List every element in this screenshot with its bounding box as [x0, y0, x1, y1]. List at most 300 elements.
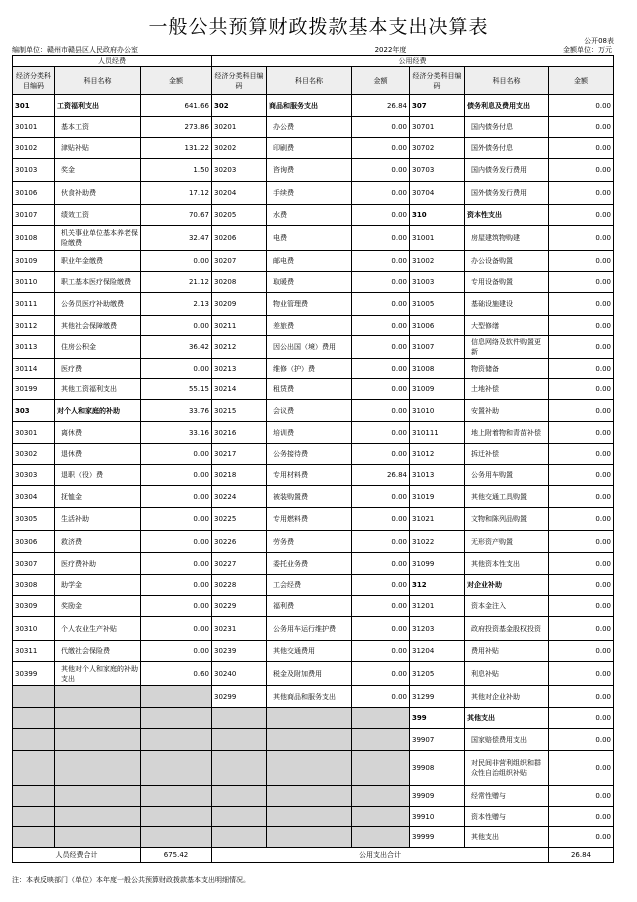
item-code: 30212: [212, 336, 267, 359]
item-amount: 0.00: [352, 316, 410, 336]
item-code: 31019: [410, 486, 465, 508]
col-amount: 金额: [549, 67, 614, 95]
item-amount: 641.66: [141, 95, 212, 117]
item-code: 31099: [410, 553, 465, 575]
item-code: 31205: [410, 662, 465, 686]
item-code: 30215: [212, 400, 267, 422]
item-amount: 0.00: [549, 751, 614, 786]
item-code: 30204: [212, 182, 267, 205]
item-amount: 0.00: [352, 422, 410, 444]
table-row: [13, 531, 614, 553]
item-amount: 0.00: [352, 575, 410, 596]
item-name: 个人农业生产补贴: [55, 617, 141, 641]
item-code: 30202: [212, 138, 267, 159]
item-amount: 0.60: [141, 662, 212, 686]
item-amount: 0.00: [549, 662, 614, 686]
item-code: 30209: [212, 293, 267, 316]
item-name: 培训费: [267, 422, 352, 444]
public-total-amount: 26.84: [549, 848, 614, 863]
expense-table: [12, 55, 614, 863]
item-code: 31299: [410, 686, 465, 708]
item-amount: 33.76: [141, 400, 212, 422]
table-row: [13, 751, 614, 786]
item-amount: 0.00: [352, 205, 410, 226]
col-name: 科目名称: [465, 67, 549, 95]
item-amount: 0.00: [352, 662, 410, 686]
totals-row: [13, 848, 614, 863]
item-name: 专用材料费: [267, 465, 352, 486]
item-name: 其他交通费用: [267, 641, 352, 662]
table-row: [13, 827, 614, 848]
item-name: 被装购置费: [267, 486, 352, 508]
table-number: 公开08表: [584, 37, 614, 45]
item-code: 30226: [212, 531, 267, 553]
item-code: 30114: [13, 359, 55, 379]
item-code: 30302: [13, 444, 55, 465]
item-code: 30231: [212, 617, 267, 641]
item-amount: 0.00: [549, 159, 614, 182]
table-row: [13, 400, 614, 422]
table-row: [13, 117, 614, 138]
item-name: 土地补偿: [465, 379, 549, 400]
item-amount: 0.00: [141, 596, 212, 617]
item-amount: 0.00: [352, 336, 410, 359]
item-code: 31022: [410, 531, 465, 553]
item-name: 大型修缮: [465, 316, 549, 336]
table-row: [13, 159, 614, 182]
item-name: 委托业务费: [267, 553, 352, 575]
item-amount: 0.00: [141, 641, 212, 662]
item-code: 31002: [410, 251, 465, 272]
item-code: 303: [13, 400, 55, 422]
item-code: 30304: [13, 486, 55, 508]
item-name: 基本工资: [55, 117, 141, 138]
item-name: [267, 786, 352, 807]
item-amount: [141, 807, 212, 827]
item-name: 商品和服务支出: [267, 95, 352, 117]
item-amount: 0.00: [141, 617, 212, 641]
item-code: 30227: [212, 553, 267, 575]
item-code: 30106: [13, 182, 55, 205]
item-code: 30306: [13, 531, 55, 553]
item-name: 利息补贴: [465, 662, 549, 686]
personnel-total-amount: 675.42: [141, 848, 212, 863]
item-code: 30307: [13, 553, 55, 575]
item-name: 公务用车购置: [465, 465, 549, 486]
item-code: 30218: [212, 465, 267, 486]
item-name: [267, 751, 352, 786]
item-name: 物业管理费: [267, 293, 352, 316]
item-name: 抚恤金: [55, 486, 141, 508]
item-name: 邮电费: [267, 251, 352, 272]
table-row: [13, 486, 614, 508]
table-row: [13, 251, 614, 272]
item-amount: 0.00: [352, 226, 410, 251]
item-amount: 0.00: [549, 138, 614, 159]
item-code: 30102: [13, 138, 55, 159]
table-row: [13, 336, 614, 359]
item-amount: 26.84: [352, 95, 410, 117]
group-personnel: 人员经费: [13, 56, 212, 67]
item-name: 公务用车运行维护费: [267, 617, 352, 641]
item-name: [55, 708, 141, 729]
item-code: [13, 827, 55, 848]
item-name: 工会经费: [267, 575, 352, 596]
col-name: 科目名称: [55, 67, 141, 95]
item-name: [267, 729, 352, 751]
item-code: 39909: [410, 786, 465, 807]
table-row: [13, 182, 614, 205]
item-code: 31001: [410, 226, 465, 251]
item-amount: [141, 786, 212, 807]
item-code: 30217: [212, 444, 267, 465]
col-code: 经济分类科目编码: [13, 67, 55, 95]
col-amount: 金额: [141, 67, 212, 95]
col-name: 科目名称: [267, 67, 352, 95]
item-name: 医疗费: [55, 359, 141, 379]
item-name: 资本性赠与: [465, 807, 549, 827]
col-code: 经济分类科目编码: [410, 67, 465, 95]
item-code: [212, 708, 267, 729]
item-name: 国外债务发行费用: [465, 182, 549, 205]
item-name: [55, 751, 141, 786]
item-name: 资本性支出: [465, 205, 549, 226]
item-name: 生活补助: [55, 508, 141, 531]
item-amount: 0.00: [352, 251, 410, 272]
table-row: [13, 95, 614, 117]
item-amount: 0.00: [352, 508, 410, 531]
item-amount: 0.00: [352, 359, 410, 379]
item-code: 30305: [13, 508, 55, 531]
item-code: 31201: [410, 596, 465, 617]
item-code: 30704: [410, 182, 465, 205]
item-code: 30109: [13, 251, 55, 272]
item-amount: 0.00: [352, 686, 410, 708]
item-code: 30225: [212, 508, 267, 531]
item-name: 办公费: [267, 117, 352, 138]
item-amount: 0.00: [352, 182, 410, 205]
item-name: 手续费: [267, 182, 352, 205]
item-code: 30214: [212, 379, 267, 400]
item-name: 国外债务付息: [465, 138, 549, 159]
item-amount: 0.00: [549, 708, 614, 729]
item-name: 公务接待费: [267, 444, 352, 465]
item-name: 其他工资福利支出: [55, 379, 141, 400]
item-name: [55, 686, 141, 708]
item-name: [55, 827, 141, 848]
item-amount: 0.00: [352, 531, 410, 553]
item-name: 其他对企业补助: [465, 686, 549, 708]
item-name: 会议费: [267, 400, 352, 422]
item-code: 30206: [212, 226, 267, 251]
item-name: 奖励金: [55, 596, 141, 617]
item-amount: 0.00: [549, 444, 614, 465]
table-row: [13, 708, 614, 729]
item-code: [212, 807, 267, 827]
item-code: 30310: [13, 617, 55, 641]
item-code: 30311: [13, 641, 55, 662]
table-row: [13, 444, 614, 465]
item-name: 咨询费: [267, 159, 352, 182]
item-amount: 0.00: [352, 553, 410, 575]
item-amount: 0.00: [549, 641, 614, 662]
item-code: 39999: [410, 827, 465, 848]
col-code: 经济分类科目编码: [212, 67, 267, 95]
item-name: [55, 807, 141, 827]
item-amount: 0.00: [141, 251, 212, 272]
item-amount: [352, 751, 410, 786]
item-code: 39907: [410, 729, 465, 751]
item-code: 30199: [13, 379, 55, 400]
item-code: 30207: [212, 251, 267, 272]
item-name: 物资储备: [465, 359, 549, 379]
item-code: 30110: [13, 272, 55, 293]
item-code: [212, 729, 267, 751]
item-name: 其他交通工具购置: [465, 486, 549, 508]
item-name: 对民间非营利组织和群众性自治组织补贴: [465, 751, 549, 786]
item-amount: 36.42: [141, 336, 212, 359]
item-amount: 1.50: [141, 159, 212, 182]
item-code: [13, 729, 55, 751]
item-amount: 0.00: [352, 379, 410, 400]
item-code: 30103: [13, 159, 55, 182]
item-amount: 0.00: [549, 95, 614, 117]
item-name: 国家赔偿费用支出: [465, 729, 549, 751]
table-row: [13, 575, 614, 596]
item-name: 对个人和家庭的补助: [55, 400, 141, 422]
item-amount: 0.00: [352, 617, 410, 641]
item-amount: 0.00: [352, 138, 410, 159]
item-name: 退职（役）费: [55, 465, 141, 486]
item-amount: 131.22: [141, 138, 212, 159]
item-amount: [352, 827, 410, 848]
item-code: 30299: [212, 686, 267, 708]
item-code: 399: [410, 708, 465, 729]
item-amount: 0.00: [549, 486, 614, 508]
item-name: 退休费: [55, 444, 141, 465]
item-code: 31006: [410, 316, 465, 336]
item-code: 31203: [410, 617, 465, 641]
item-name: 福利费: [267, 596, 352, 617]
item-amount: 0.00: [141, 465, 212, 486]
item-code: 31005: [410, 293, 465, 316]
item-amount: 0.00: [352, 400, 410, 422]
item-name: 电费: [267, 226, 352, 251]
item-amount: 0.00: [352, 444, 410, 465]
item-name: 信息网络及软件购置更新: [465, 336, 549, 359]
item-amount: 0.00: [549, 617, 614, 641]
item-amount: 0.00: [141, 486, 212, 508]
item-name: 维修（护）费: [267, 359, 352, 379]
item-code: 30301: [13, 422, 55, 444]
table-row: [13, 138, 614, 159]
item-name: 离休费: [55, 422, 141, 444]
item-amount: 33.16: [141, 422, 212, 444]
table-row: [13, 226, 614, 251]
item-code: 30111: [13, 293, 55, 316]
item-amount: 0.00: [352, 117, 410, 138]
item-amount: 32.47: [141, 226, 212, 251]
item-amount: 0.00: [549, 359, 614, 379]
item-amount: 0.00: [549, 786, 614, 807]
item-name: 助学金: [55, 575, 141, 596]
item-name: 对企业补助: [465, 575, 549, 596]
item-code: 30229: [212, 596, 267, 617]
item-amount: 70.67: [141, 205, 212, 226]
item-code: 312: [410, 575, 465, 596]
item-name: 专用燃料费: [267, 508, 352, 531]
item-code: 310: [410, 205, 465, 226]
item-code: [212, 751, 267, 786]
item-code: 31013: [410, 465, 465, 486]
item-amount: 0.00: [141, 575, 212, 596]
item-name: 拆迁补偿: [465, 444, 549, 465]
item-name: 医疗费补助: [55, 553, 141, 575]
table-row: [13, 272, 614, 293]
item-code: 31010: [410, 400, 465, 422]
item-amount: 0.00: [549, 531, 614, 553]
item-name: 费用补贴: [465, 641, 549, 662]
item-name: 职业年金缴费: [55, 251, 141, 272]
item-name: 地上附着物和青苗补偿: [465, 422, 549, 444]
item-code: 30240: [212, 662, 267, 686]
item-code: 39910: [410, 807, 465, 827]
item-amount: 0.00: [352, 159, 410, 182]
item-name: 救济费: [55, 531, 141, 553]
item-amount: 0.00: [352, 596, 410, 617]
table-row: [13, 786, 614, 807]
meta-bar: [12, 45, 612, 55]
item-amount: [141, 686, 212, 708]
item-code: 31204: [410, 641, 465, 662]
item-name: 劳务费: [267, 531, 352, 553]
item-name: 津贴补贴: [55, 138, 141, 159]
item-code: 30101: [13, 117, 55, 138]
item-name: 公务员医疗补助缴费: [55, 293, 141, 316]
item-code: 30309: [13, 596, 55, 617]
amount-unit-label: 金额单位：万元: [562, 46, 612, 54]
table-row: [13, 617, 614, 641]
item-name: 印刷费: [267, 138, 352, 159]
item-amount: [141, 729, 212, 751]
table-row: [13, 553, 614, 575]
item-amount: 55.15: [141, 379, 212, 400]
table-row: [13, 205, 614, 226]
item-name: 房屋建筑物购建: [465, 226, 549, 251]
table-row: [13, 359, 614, 379]
item-code: 30303: [13, 465, 55, 486]
item-amount: 0.00: [549, 827, 614, 848]
item-code: 31008: [410, 359, 465, 379]
item-amount: 0.00: [549, 336, 614, 359]
item-name: 其他商品和服务支出: [267, 686, 352, 708]
item-amount: 0.00: [549, 729, 614, 751]
item-code: [13, 807, 55, 827]
item-name: 国内债务付息: [465, 117, 549, 138]
item-name: 专用设备购置: [465, 272, 549, 293]
item-name: 其他支出: [465, 708, 549, 729]
item-amount: [141, 827, 212, 848]
item-name: 职工基本医疗保险缴费: [55, 272, 141, 293]
item-code: 31009: [410, 379, 465, 400]
table-row: [13, 596, 614, 617]
item-code: 30702: [410, 138, 465, 159]
item-amount: 0.00: [549, 807, 614, 827]
item-amount: 0.00: [352, 641, 410, 662]
item-amount: 273.86: [141, 117, 212, 138]
item-name: [55, 729, 141, 751]
item-name: [55, 786, 141, 807]
item-code: 302: [212, 95, 267, 117]
item-amount: 0.00: [549, 117, 614, 138]
item-name: [267, 827, 352, 848]
item-amount: [141, 708, 212, 729]
personnel-total-label: 人员经费合计: [13, 848, 141, 863]
item-code: 30208: [212, 272, 267, 293]
item-amount: 0.00: [141, 553, 212, 575]
unit-label: 编制单位：赣州市赣县区人民政府办公室: [12, 46, 138, 54]
item-code: 30224: [212, 486, 267, 508]
footnote: 注：本表反映部门（单位）本年度一般公共预算财政拨款基本支出明细情况。: [12, 876, 250, 884]
item-amount: 2.13: [141, 293, 212, 316]
item-name: 绩效工资: [55, 205, 141, 226]
item-amount: 0.00: [549, 205, 614, 226]
item-name: 水费: [267, 205, 352, 226]
item-name: [267, 708, 352, 729]
item-name: 租赁费: [267, 379, 352, 400]
item-code: [13, 751, 55, 786]
year-label: 2022年度: [374, 46, 407, 54]
item-code: 30201: [212, 117, 267, 138]
item-code: 30399: [13, 662, 55, 686]
item-code: 30113: [13, 336, 55, 359]
item-amount: 0.00: [549, 508, 614, 531]
item-amount: 0.00: [549, 575, 614, 596]
item-code: 30203: [212, 159, 267, 182]
item-amount: [352, 807, 410, 827]
item-name: 政府投资基金股权投资: [465, 617, 549, 641]
item-amount: 21.12: [141, 272, 212, 293]
item-name: 代缴社会保险费: [55, 641, 141, 662]
item-amount: 0.00: [549, 272, 614, 293]
item-code: 30211: [212, 316, 267, 336]
item-name: 其他支出: [465, 827, 549, 848]
item-amount: 0.00: [549, 686, 614, 708]
item-amount: 26.84: [352, 465, 410, 486]
item-code: [212, 786, 267, 807]
item-amount: 0.00: [352, 272, 410, 293]
item-amount: 0.00: [141, 359, 212, 379]
item-name: 工资福利支出: [55, 95, 141, 117]
item-name: 其他对个人和家庭的补助支出: [55, 662, 141, 686]
item-code: [212, 827, 267, 848]
item-code: [13, 686, 55, 708]
item-name: 国内债务发行费用: [465, 159, 549, 182]
item-name: 伙食补助费: [55, 182, 141, 205]
item-name: 基础设施建设: [465, 293, 549, 316]
item-name: 其他资本性支出: [465, 553, 549, 575]
item-amount: [352, 708, 410, 729]
item-amount: 0.00: [549, 293, 614, 316]
item-name: 机关事业单位基本养老保险缴费: [55, 226, 141, 251]
item-name: 差旅费: [267, 316, 352, 336]
item-code: 301: [13, 95, 55, 117]
table-row: [13, 686, 614, 708]
item-code: 307: [410, 95, 465, 117]
item-amount: 0.00: [549, 553, 614, 575]
item-code: 31021: [410, 508, 465, 531]
item-name: 无形资产购置: [465, 531, 549, 553]
